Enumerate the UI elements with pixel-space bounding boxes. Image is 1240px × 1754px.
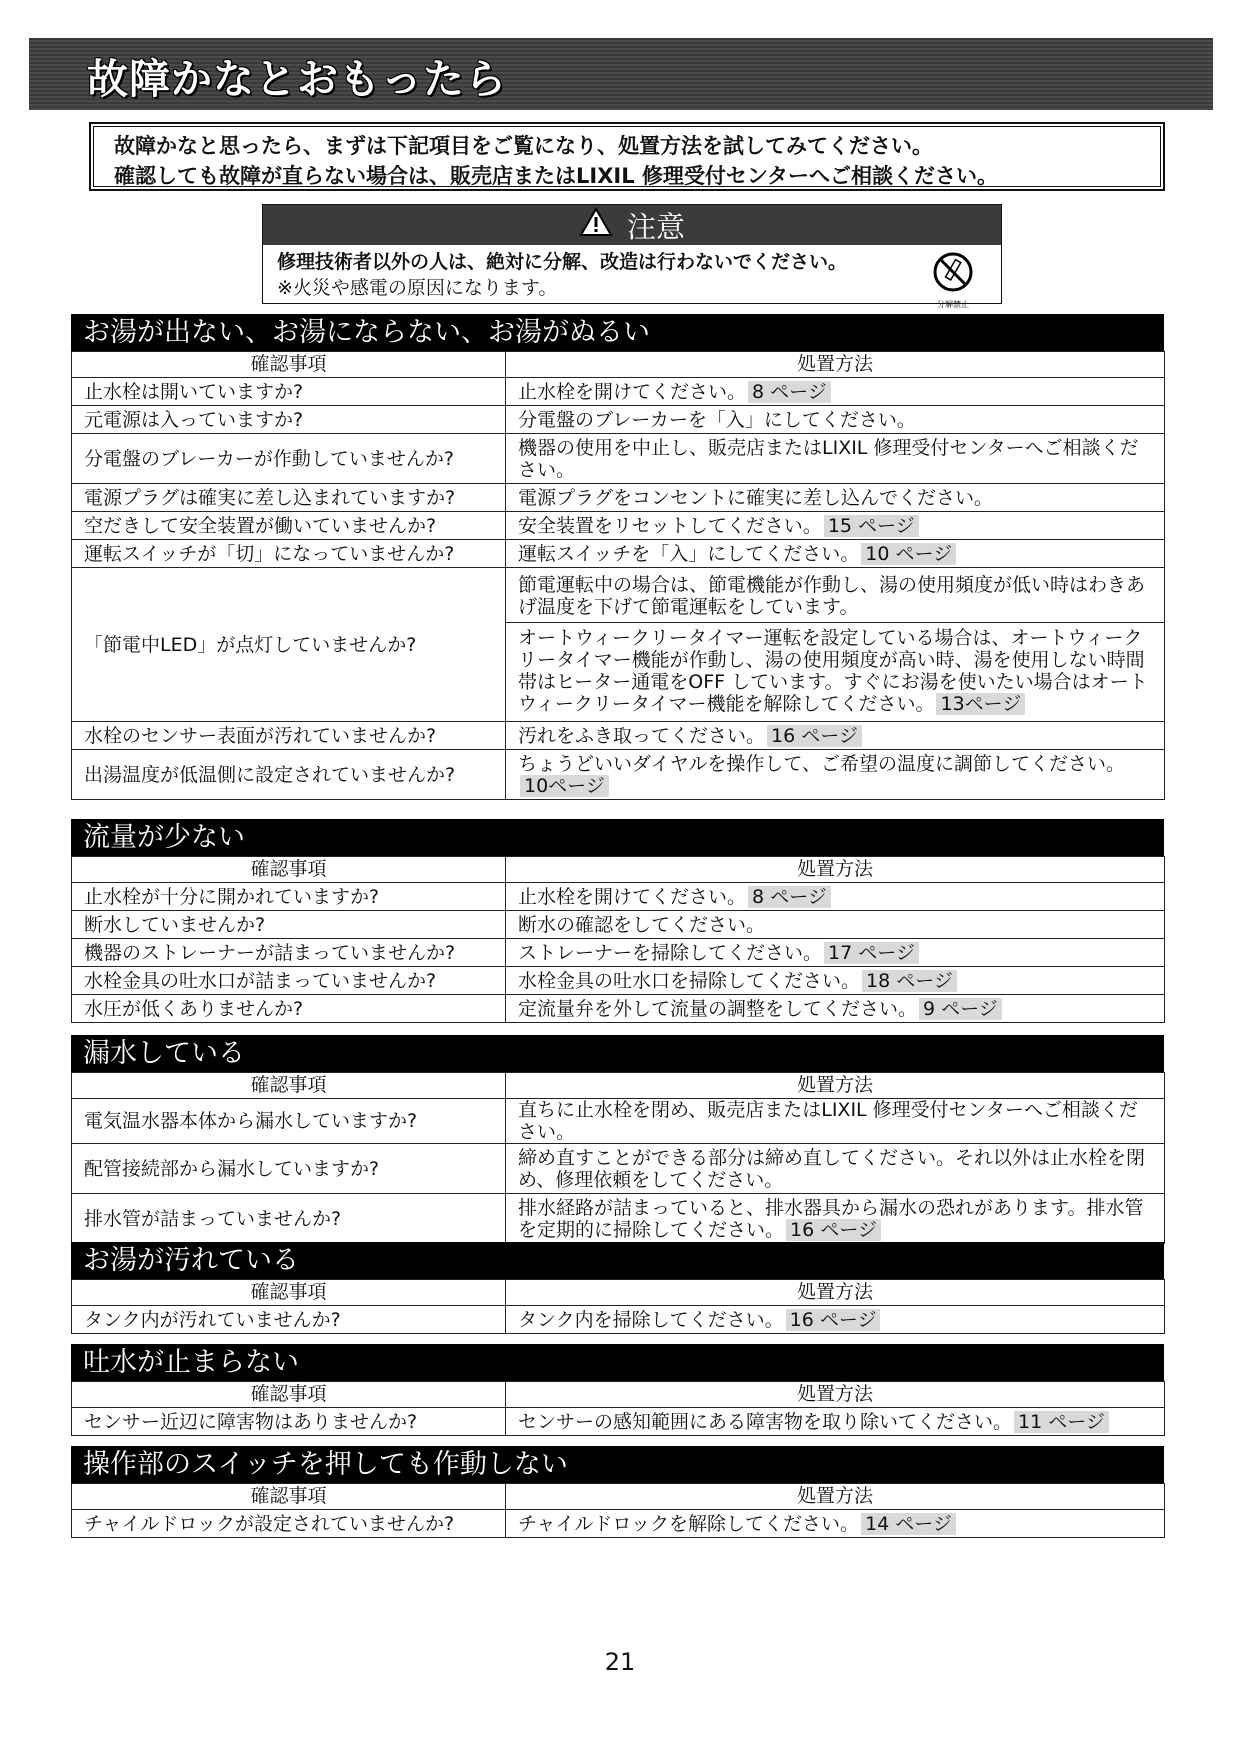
header-action: 処置方法 (506, 1484, 1165, 1510)
action-cell (506, 568, 1165, 722)
table-row (72, 883, 1165, 911)
action-cell (506, 406, 1165, 434)
intro-box (89, 122, 1165, 191)
troubleshoot-table (71, 856, 1165, 1023)
action-text: ストレーナーを掃除してください。 (518, 941, 823, 964)
header-check: 確認事項 (72, 857, 506, 883)
check-item: 機器のストレーナーが詰まっていませんか? (72, 939, 506, 967)
table-row (72, 1144, 1165, 1194)
page-ref: 9 ページ (919, 998, 1002, 1020)
action-cell (506, 911, 1165, 939)
check-item: センサー近辺に障害物はありませんか? (72, 1408, 506, 1436)
header-check: 確認事項 (72, 352, 506, 378)
section-title: お湯が出ない、お湯にならない、お湯がぬるい (71, 314, 1164, 351)
action-text: 汚れをふき取ってください。 (518, 724, 766, 747)
page-ref: 16 ページ (767, 725, 862, 747)
page-ref: 18 ページ (862, 970, 957, 992)
action-cell (506, 722, 1165, 750)
page-ref: 10ページ (520, 775, 609, 797)
action-cell (506, 1408, 1165, 1436)
page-ref: 11 ページ (1014, 1411, 1109, 1433)
table-row (72, 540, 1165, 568)
action-cell (506, 1306, 1165, 1334)
action-text: タンク内を掃除してください。 (518, 1308, 784, 1331)
section-title: 吐水が止まらない (71, 1344, 1164, 1381)
page-title: 故障かなとおもったら (87, 55, 507, 103)
section-3 (71, 1035, 1164, 1244)
page-ref: 14 ページ (861, 1513, 956, 1535)
check-item: タンク内が汚れていませんか? (72, 1306, 506, 1334)
check-item: 断水していませんか? (72, 911, 506, 939)
check-item: 電源プラグは確実に差し込まれていますか? (72, 484, 506, 512)
header-check: 確認事項 (72, 1073, 506, 1099)
action-text: 運転スイッチを「入」にしてください。 (518, 542, 860, 565)
warning-triangle-icon (579, 207, 613, 244)
section-1 (71, 314, 1164, 800)
action-cell (506, 1144, 1165, 1194)
table-row (72, 967, 1165, 995)
action-cell (506, 434, 1165, 484)
page-ref: 8 ページ (748, 381, 831, 403)
troubleshoot-table (71, 351, 1165, 800)
section-title: 漏水している (71, 1035, 1164, 1072)
action-text: 締め直すことができる部分は締め直してください。それ以外は止水栓を閉め、修理依頼をしてください。 (518, 1146, 1146, 1191)
check-item: 配管接続部から漏水していますか? (72, 1144, 506, 1194)
check-item: 止水栓は開いていますか? (72, 378, 506, 406)
table-row (72, 434, 1165, 484)
intro-line-2: 確認しても故障が直らない場合は、販売店またはLIXIL 修理受付センターへご相談ください。 (114, 164, 999, 188)
action-text: 安全装置をリセットしてください。 (518, 514, 822, 537)
action-cell (506, 378, 1165, 406)
section-title: お湯が汚れている (71, 1242, 1164, 1279)
action-text: 排水経路が詰まっていると、排水器具から漏水の恐れがあります。排水管を定期的に掃除してください。 (518, 1196, 1144, 1241)
troubleshoot-table (71, 1483, 1165, 1538)
no-disassembly-icon (932, 276, 974, 298)
action-cell (506, 967, 1165, 995)
action-cell (506, 939, 1165, 967)
header-action: 処置方法 (506, 857, 1165, 883)
page-ref: 10 ページ (861, 543, 956, 565)
section-2 (71, 819, 1164, 1023)
intro-line-1: 故障かなと思ったら、まずは下記項目をご覧になり、処置方法を試してみてください。 (114, 134, 933, 158)
table-row (72, 1510, 1165, 1538)
action-text: 電源プラグをコンセントに確実に差し込んでください。 (518, 486, 994, 509)
check-item: 排水管が詰まっていませんか? (72, 1194, 506, 1244)
caution-line-1: 修理技術者以外の人は、絶対に分解、改造は行わないでください。 (277, 251, 848, 273)
action-cell (506, 883, 1165, 911)
header-action: 処置方法 (506, 1382, 1165, 1408)
table-row (72, 512, 1165, 540)
table-row (72, 722, 1165, 750)
header-check: 確認事項 (72, 1280, 506, 1306)
table-row (72, 939, 1165, 967)
table-row (72, 995, 1165, 1023)
action-text: 止水栓を開けてください。 (518, 885, 747, 908)
table-row (72, 568, 1165, 722)
section-6 (71, 1446, 1164, 1538)
table-row (72, 1408, 1165, 1436)
troubleshoot-table (71, 1279, 1165, 1334)
header-action: 処置方法 (506, 352, 1165, 378)
action-text: 水栓金具の吐水口を掃除してください。 (518, 969, 861, 992)
action-cell (506, 1510, 1165, 1538)
check-item: 出湯温度が低温側に設定されていませんか? (72, 750, 506, 800)
page-ref: 16 ページ (786, 1219, 881, 1241)
action-text: 止水栓を開けてください。 (518, 380, 747, 403)
page-ref: 17 ページ (824, 942, 919, 964)
no-disassembly-label: 分解禁止 (937, 300, 969, 309)
title-bar (29, 38, 1213, 110)
caution-box (262, 204, 1002, 309)
table-row (72, 406, 1165, 434)
section-4 (71, 1242, 1164, 1334)
table-row (72, 1306, 1165, 1334)
section-5 (71, 1344, 1164, 1436)
check-item: 止水栓が十分に開かれていますか? (72, 883, 506, 911)
action-text: チャイルドロックを解除してください。 (518, 1512, 860, 1535)
check-item: 分電盤のブレーカーが作動していませんか? (72, 434, 506, 484)
action-text: 直ちに止水栓を閉め、販売店またはLIXIL 修理受付センターへご相談ください。 (518, 1099, 1138, 1143)
check-item: チャイルドロックが設定されていませんか? (72, 1510, 506, 1538)
caution-heading: 注意 (626, 209, 685, 244)
action-text: 機器の使用を中止し、販売店またはLIXIL 修理受付センターへご相談ください。 (518, 436, 1139, 481)
troubleshoot-table (71, 1381, 1165, 1436)
table-row (72, 1194, 1165, 1244)
action-text: 断水の確認をしてください。 (518, 913, 766, 936)
check-item: 「節電中LED」が点灯していませんか? (72, 568, 506, 722)
page-ref: 8 ページ (748, 886, 831, 908)
header-action: 処置方法 (506, 1073, 1165, 1099)
check-item: 水栓のセンサー表面が汚れていませんか? (72, 722, 506, 750)
header-check: 確認事項 (72, 1484, 506, 1510)
page-ref: 15 ページ (824, 515, 919, 537)
caution-line-2: ※火災や感電の原因になります。 (277, 277, 558, 299)
check-item: 空だきして安全装置が働いていませんか? (72, 512, 506, 540)
table-row (72, 1099, 1165, 1144)
table-row (72, 378, 1165, 406)
action-cell (506, 540, 1165, 568)
action-cell (506, 1194, 1165, 1244)
section-title: 流量が少ない (71, 819, 1164, 856)
troubleshoot-table (71, 1072, 1165, 1244)
action-cell (506, 1099, 1165, 1144)
table-row (72, 911, 1165, 939)
table-row (72, 750, 1165, 800)
section-title: 操作部のスイッチを押しても作動しない (71, 1446, 1164, 1483)
action-cell (506, 750, 1165, 800)
check-item: 水圧が低くありませんか? (72, 995, 506, 1023)
action-cell (506, 512, 1165, 540)
action-text: ちょうどいいダイヤルを操作して、ご希望の温度に調節してください。 (518, 752, 1126, 775)
action-text: オートウィークリータイマー運転を設定している場合は、オートウィークリータイマー機能が作動し、湯の使用頻度が高い時、湯を使用しない時間帯はヒーター通電をOFF しています。すぐにお湯を使いたい場合はオートウィークリータイマー機能を解除してください。 (518, 627, 1148, 715)
action-text: 節電運転中の場合は、節電機能が作動し、湯の使用頻度が低い時はわきあげ温度を下げて節電運転をしています。 (518, 574, 1146, 618)
action-text: センサーの感知範囲にある障害物を取り除いてください。 (518, 1410, 1013, 1433)
action-text: 分電盤のブレーカーを「入」にしてください。 (518, 408, 916, 431)
action-cell (506, 484, 1165, 512)
check-item: 水栓金具の吐水口が詰まっていませんか? (72, 967, 506, 995)
action-text: 定流量弁を外して流量の調整をしてください。 (518, 997, 918, 1020)
check-item: 運転スイッチが「切」になっていませんか? (72, 540, 506, 568)
action-cell (506, 995, 1165, 1023)
header-check: 確認事項 (72, 1382, 506, 1408)
page-ref: 13ページ (936, 693, 1025, 715)
header-action: 処置方法 (506, 1280, 1165, 1306)
table-row (72, 484, 1165, 512)
page-number: 21 (604, 1648, 636, 1676)
check-item: 元電源は入っていますか? (72, 406, 506, 434)
page-ref: 16 ページ (786, 1309, 881, 1331)
check-item: 電気温水器本体から漏水していますか? (72, 1099, 506, 1144)
